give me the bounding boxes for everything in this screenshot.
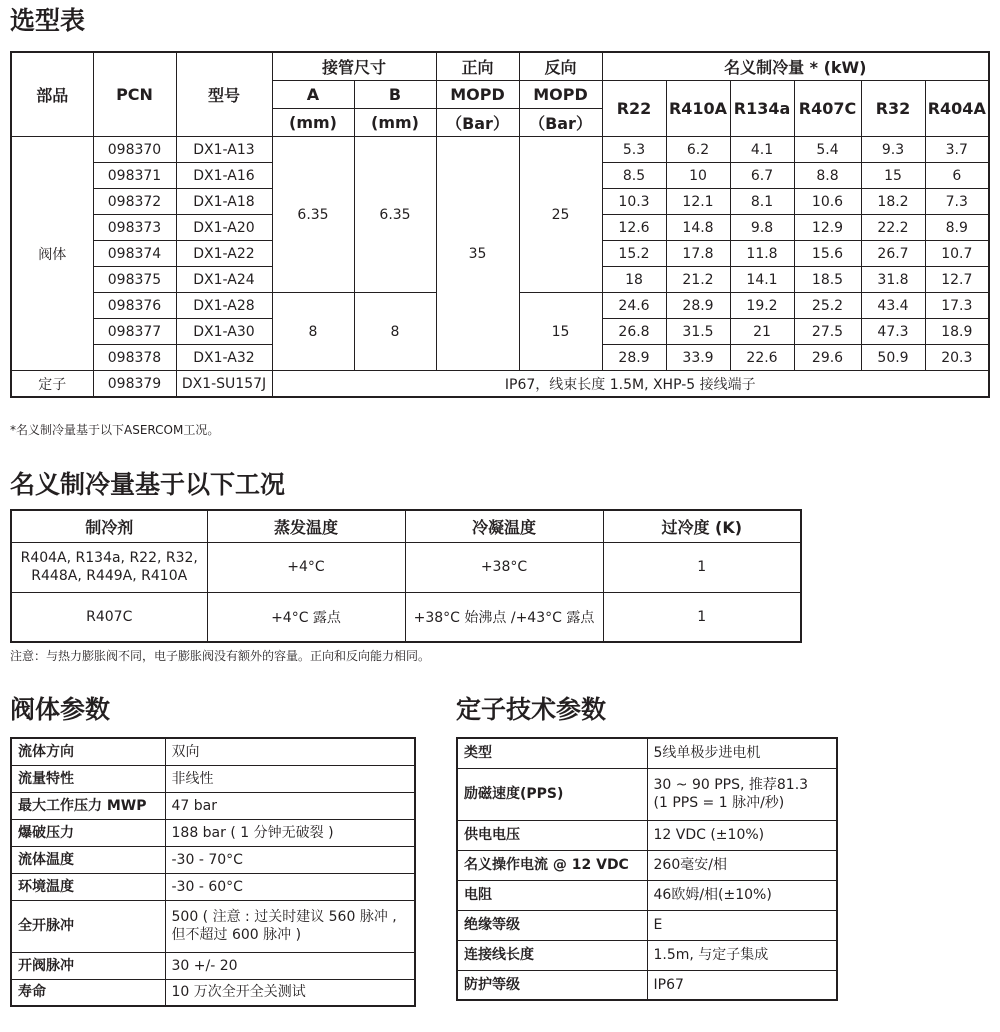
cap-cell: 10.6 — [794, 189, 861, 215]
table-row — [11, 900, 415, 952]
cap-cell: 14.1 — [730, 267, 794, 293]
param-value: -30 - 60°C — [165, 873, 415, 900]
header-mopd-forward: MOPD — [436, 81, 519, 109]
size-a-group2: 8 — [272, 293, 354, 371]
pcn-cell: 098379 — [93, 371, 176, 398]
param-value: 双向 — [165, 738, 415, 765]
model-cell: DX1-A30 — [176, 319, 272, 345]
pcn-cell: 098375 — [93, 267, 176, 293]
table-row — [11, 592, 801, 642]
header-model: 型号 — [176, 52, 272, 137]
cap-cell: 12.7 — [925, 267, 989, 293]
cap-cell: 15.2 — [602, 241, 666, 267]
cap-cell: 10 — [666, 163, 730, 189]
param-value-line1: 500 ( 注意 : 过关时建议 560 脉冲 , — [171, 909, 397, 925]
param-key: 励磁速度(PPS) — [457, 768, 647, 820]
cap-cell: 25.2 — [794, 293, 861, 319]
param-key: 名义操作电流 @ 12 VDC — [457, 850, 647, 880]
cond-subcool: 1 — [603, 542, 801, 592]
param-key: 防护等级 — [457, 970, 647, 1000]
pcn-cell: 098378 — [93, 345, 176, 371]
cap-cell: 17.3 — [925, 293, 989, 319]
pcn-cell: 098376 — [93, 293, 176, 319]
cond-cond: +38°C — [405, 542, 603, 592]
cond-header-subcool: 过冷度 (K) — [603, 510, 801, 542]
forward-mopd: 35 — [436, 137, 519, 371]
pcn-cell: 098374 — [93, 241, 176, 267]
cap-cell: 8.5 — [602, 163, 666, 189]
cond-header-evap: 蒸发温度 — [207, 510, 405, 542]
table-row — [11, 542, 801, 592]
cap-cell: 11.8 — [730, 241, 794, 267]
table-row — [11, 819, 415, 846]
size-b-group1: 6.35 — [354, 137, 436, 293]
cap-cell: 43.4 — [861, 293, 925, 319]
param-key: 电阻 — [457, 880, 647, 910]
cap-cell: 5.4 — [794, 137, 861, 163]
param-value: E — [647, 910, 837, 940]
size-a-group1: 6.35 — [272, 137, 354, 293]
param-key: 类型 — [457, 738, 647, 768]
header-r22: R22 — [602, 81, 666, 137]
pcn-cell: 098373 — [93, 215, 176, 241]
cap-cell: 7.3 — [925, 189, 989, 215]
cap-cell: 18.5 — [794, 267, 861, 293]
cap-cell: 8.8 — [794, 163, 861, 189]
table-row — [11, 846, 415, 873]
part-valve: 阀体 — [11, 137, 93, 371]
param-key: 供电电压 — [457, 820, 647, 850]
cap-cell: 21.2 — [666, 267, 730, 293]
cond-subcool: 1 — [603, 592, 801, 642]
header-pipe-size: 接管尺寸 — [272, 52, 436, 81]
header-b: B — [354, 81, 436, 109]
header-mm-a: (mm) — [272, 109, 354, 137]
cond-evap: +4°C — [207, 542, 405, 592]
param-value: IP67 — [647, 970, 837, 1000]
param-value: 5线单极步进电机 — [647, 738, 837, 768]
header-r407c: R407C — [794, 81, 861, 137]
cap-cell: 28.9 — [602, 345, 666, 371]
param-value — [165, 900, 415, 952]
cap-cell: 18 — [602, 267, 666, 293]
cap-cell: 20.3 — [925, 345, 989, 371]
table-row — [457, 768, 837, 820]
header-reverse: 反向 — [519, 52, 602, 81]
selection-footnote: *名义制冷量基于以下ASERCOM工况。 — [10, 423, 220, 437]
model-cell: DX1-A24 — [176, 267, 272, 293]
cap-cell: 4.1 — [730, 137, 794, 163]
param-value: 1.5m, 与定子集成 — [647, 940, 837, 970]
param-value: 260毫安/相 — [647, 850, 837, 880]
table-row — [11, 765, 415, 792]
cap-cell: 33.9 — [666, 345, 730, 371]
param-value-line2: (1 PPS = 1 脉冲/秒) — [653, 795, 785, 811]
table-row — [457, 738, 837, 768]
table-row — [11, 952, 415, 979]
header-mm-b: (mm) — [354, 109, 436, 137]
cap-cell: 3.7 — [925, 137, 989, 163]
cap-cell: 10.3 — [602, 189, 666, 215]
table-row — [457, 910, 837, 940]
header-part: 部品 — [11, 52, 93, 137]
model-cell: DX1-A13 — [176, 137, 272, 163]
param-value: 非线性 — [165, 765, 415, 792]
conditions-note: 注意：与热力膨胀阀不同，电子膨胀阀没有额外的容量。正向和反向能力相同。 — [10, 649, 431, 663]
cap-cell: 24.6 — [602, 293, 666, 319]
param-value: 188 bar ( 1 分钟无破裂 ) — [165, 819, 415, 846]
cap-cell: 15.6 — [794, 241, 861, 267]
param-key: 连接线长度 — [457, 940, 647, 970]
cap-cell: 8.1 — [730, 189, 794, 215]
stator-params-title: 定子技术参数 — [456, 695, 607, 724]
cap-cell: 31.5 — [666, 319, 730, 345]
param-value-line1: 30 ~ 90 PPS, 推荐81.3 — [653, 777, 809, 793]
header-r410a: R410A — [666, 81, 730, 137]
valve-params-table — [10, 737, 416, 1007]
stator-params-table — [456, 737, 838, 1001]
table-row — [457, 940, 837, 970]
table-row — [11, 873, 415, 900]
cap-cell: 31.8 — [861, 267, 925, 293]
param-value: -30 - 70°C — [165, 846, 415, 873]
param-value-line2: 但不超过 600 脉冲 ) — [171, 927, 302, 943]
cap-cell: 29.6 — [794, 345, 861, 371]
cap-cell: 10.7 — [925, 241, 989, 267]
cap-cell: 8.9 — [925, 215, 989, 241]
cap-cell: 12.1 — [666, 189, 730, 215]
stator-row — [11, 371, 989, 398]
conditions-table — [10, 509, 802, 643]
cond-refrigerant: R407C — [11, 592, 207, 642]
table-row — [457, 820, 837, 850]
cap-cell: 22.6 — [730, 345, 794, 371]
cap-cell: 12.9 — [794, 215, 861, 241]
cond-evap: +4°C 露点 — [207, 592, 405, 642]
header-forward: 正向 — [436, 52, 519, 81]
param-key: 环境温度 — [11, 873, 165, 900]
cap-cell: 21 — [730, 319, 794, 345]
cap-cell: 47.3 — [861, 319, 925, 345]
param-key: 爆破压力 — [11, 819, 165, 846]
cap-cell: 12.6 — [602, 215, 666, 241]
header-bar-forward: （Bar） — [436, 109, 519, 137]
model-cell: DX1-A22 — [176, 241, 272, 267]
model-cell: DX1-A32 — [176, 345, 272, 371]
valve-params-title: 阀体参数 — [10, 695, 111, 724]
reverse-mopd-group1: 25 — [519, 137, 602, 293]
cap-cell: 17.8 — [666, 241, 730, 267]
cap-cell: 50.9 — [861, 345, 925, 371]
model-cell: DX1-A16 — [176, 163, 272, 189]
header-pcn: PCN — [93, 52, 176, 137]
model-cell: DX1-A18 — [176, 189, 272, 215]
cap-cell: 19.2 — [730, 293, 794, 319]
param-key: 最大工作压力 MWP — [11, 792, 165, 819]
cond-header-refrigerant: 制冷剂 — [11, 510, 207, 542]
table-row — [457, 880, 837, 910]
size-b-group2: 8 — [354, 293, 436, 371]
table-row — [11, 137, 989, 163]
header-r404a: R404A — [925, 81, 989, 137]
table-row — [11, 738, 415, 765]
param-value: 12 VDC (±10%) — [647, 820, 837, 850]
param-key: 全开脉冲 — [11, 900, 165, 952]
param-key: 流量特性 — [11, 765, 165, 792]
pcn-cell: 098377 — [93, 319, 176, 345]
cond-cond: +38°C 始沸点 /+43°C 露点 — [405, 592, 603, 642]
model-cell: DX1-A28 — [176, 293, 272, 319]
cap-cell: 6.2 — [666, 137, 730, 163]
cond-refrigerant-line1: R404A, R134a, R22, R32, — [20, 550, 198, 566]
header-capacity: 名义制冷量 * (kW) — [602, 52, 989, 81]
header-r32: R32 — [861, 81, 925, 137]
header-r134a: R134a — [730, 81, 794, 137]
cap-cell: 28.9 — [666, 293, 730, 319]
header-a: A — [272, 81, 354, 109]
cap-cell: 6.7 — [730, 163, 794, 189]
cap-cell: 14.8 — [666, 215, 730, 241]
table-row — [457, 850, 837, 880]
pcn-cell: 098372 — [93, 189, 176, 215]
cap-cell: 26.7 — [861, 241, 925, 267]
header-mopd-reverse: MOPD — [519, 81, 602, 109]
pcn-cell: 098370 — [93, 137, 176, 163]
cap-cell: 22.2 — [861, 215, 925, 241]
selection-table — [10, 51, 990, 398]
cap-cell: 27.5 — [794, 319, 861, 345]
cap-cell: 18.2 — [861, 189, 925, 215]
cap-cell: 6 — [925, 163, 989, 189]
model-cell: DX1-A20 — [176, 215, 272, 241]
param-value: 10 万次全开全关测试 — [165, 979, 415, 1006]
param-key: 流体方向 — [11, 738, 165, 765]
stator-description: IP67，线束长度 1.5M, XHP-5 接线端子 — [272, 371, 989, 398]
cap-cell: 15 — [861, 163, 925, 189]
table-row — [11, 792, 415, 819]
cap-cell: 9.8 — [730, 215, 794, 241]
cap-cell: 26.8 — [602, 319, 666, 345]
pcn-cell: 098371 — [93, 163, 176, 189]
param-value: 46欧姆/相(±10%) — [647, 880, 837, 910]
table-row — [11, 979, 415, 1006]
table-row — [457, 970, 837, 1000]
selection-title: 选型表 — [10, 6, 86, 35]
param-key: 开阀脉冲 — [11, 952, 165, 979]
cap-cell: 18.9 — [925, 319, 989, 345]
cap-cell: 5.3 — [602, 137, 666, 163]
cond-refrigerant-line2: R448A, R449A, R410A — [31, 568, 188, 584]
param-key: 流体温度 — [11, 846, 165, 873]
param-value: 47 bar — [165, 792, 415, 819]
cond-refrigerant — [11, 542, 207, 592]
param-value — [647, 768, 837, 820]
part-stator: 定子 — [11, 371, 93, 398]
model-cell: DX1-SU157J — [176, 371, 272, 398]
conditions-title: 名义制冷量基于以下工况 — [10, 470, 286, 499]
cap-cell: 9.3 — [861, 137, 925, 163]
param-key: 绝缘等级 — [457, 910, 647, 940]
cond-header-cond: 冷凝温度 — [405, 510, 603, 542]
header-bar-reverse: （Bar） — [519, 109, 602, 137]
reverse-mopd-group2: 15 — [519, 293, 602, 371]
param-value: 30 +/- 20 — [165, 952, 415, 979]
param-key: 寿命 — [11, 979, 165, 1006]
